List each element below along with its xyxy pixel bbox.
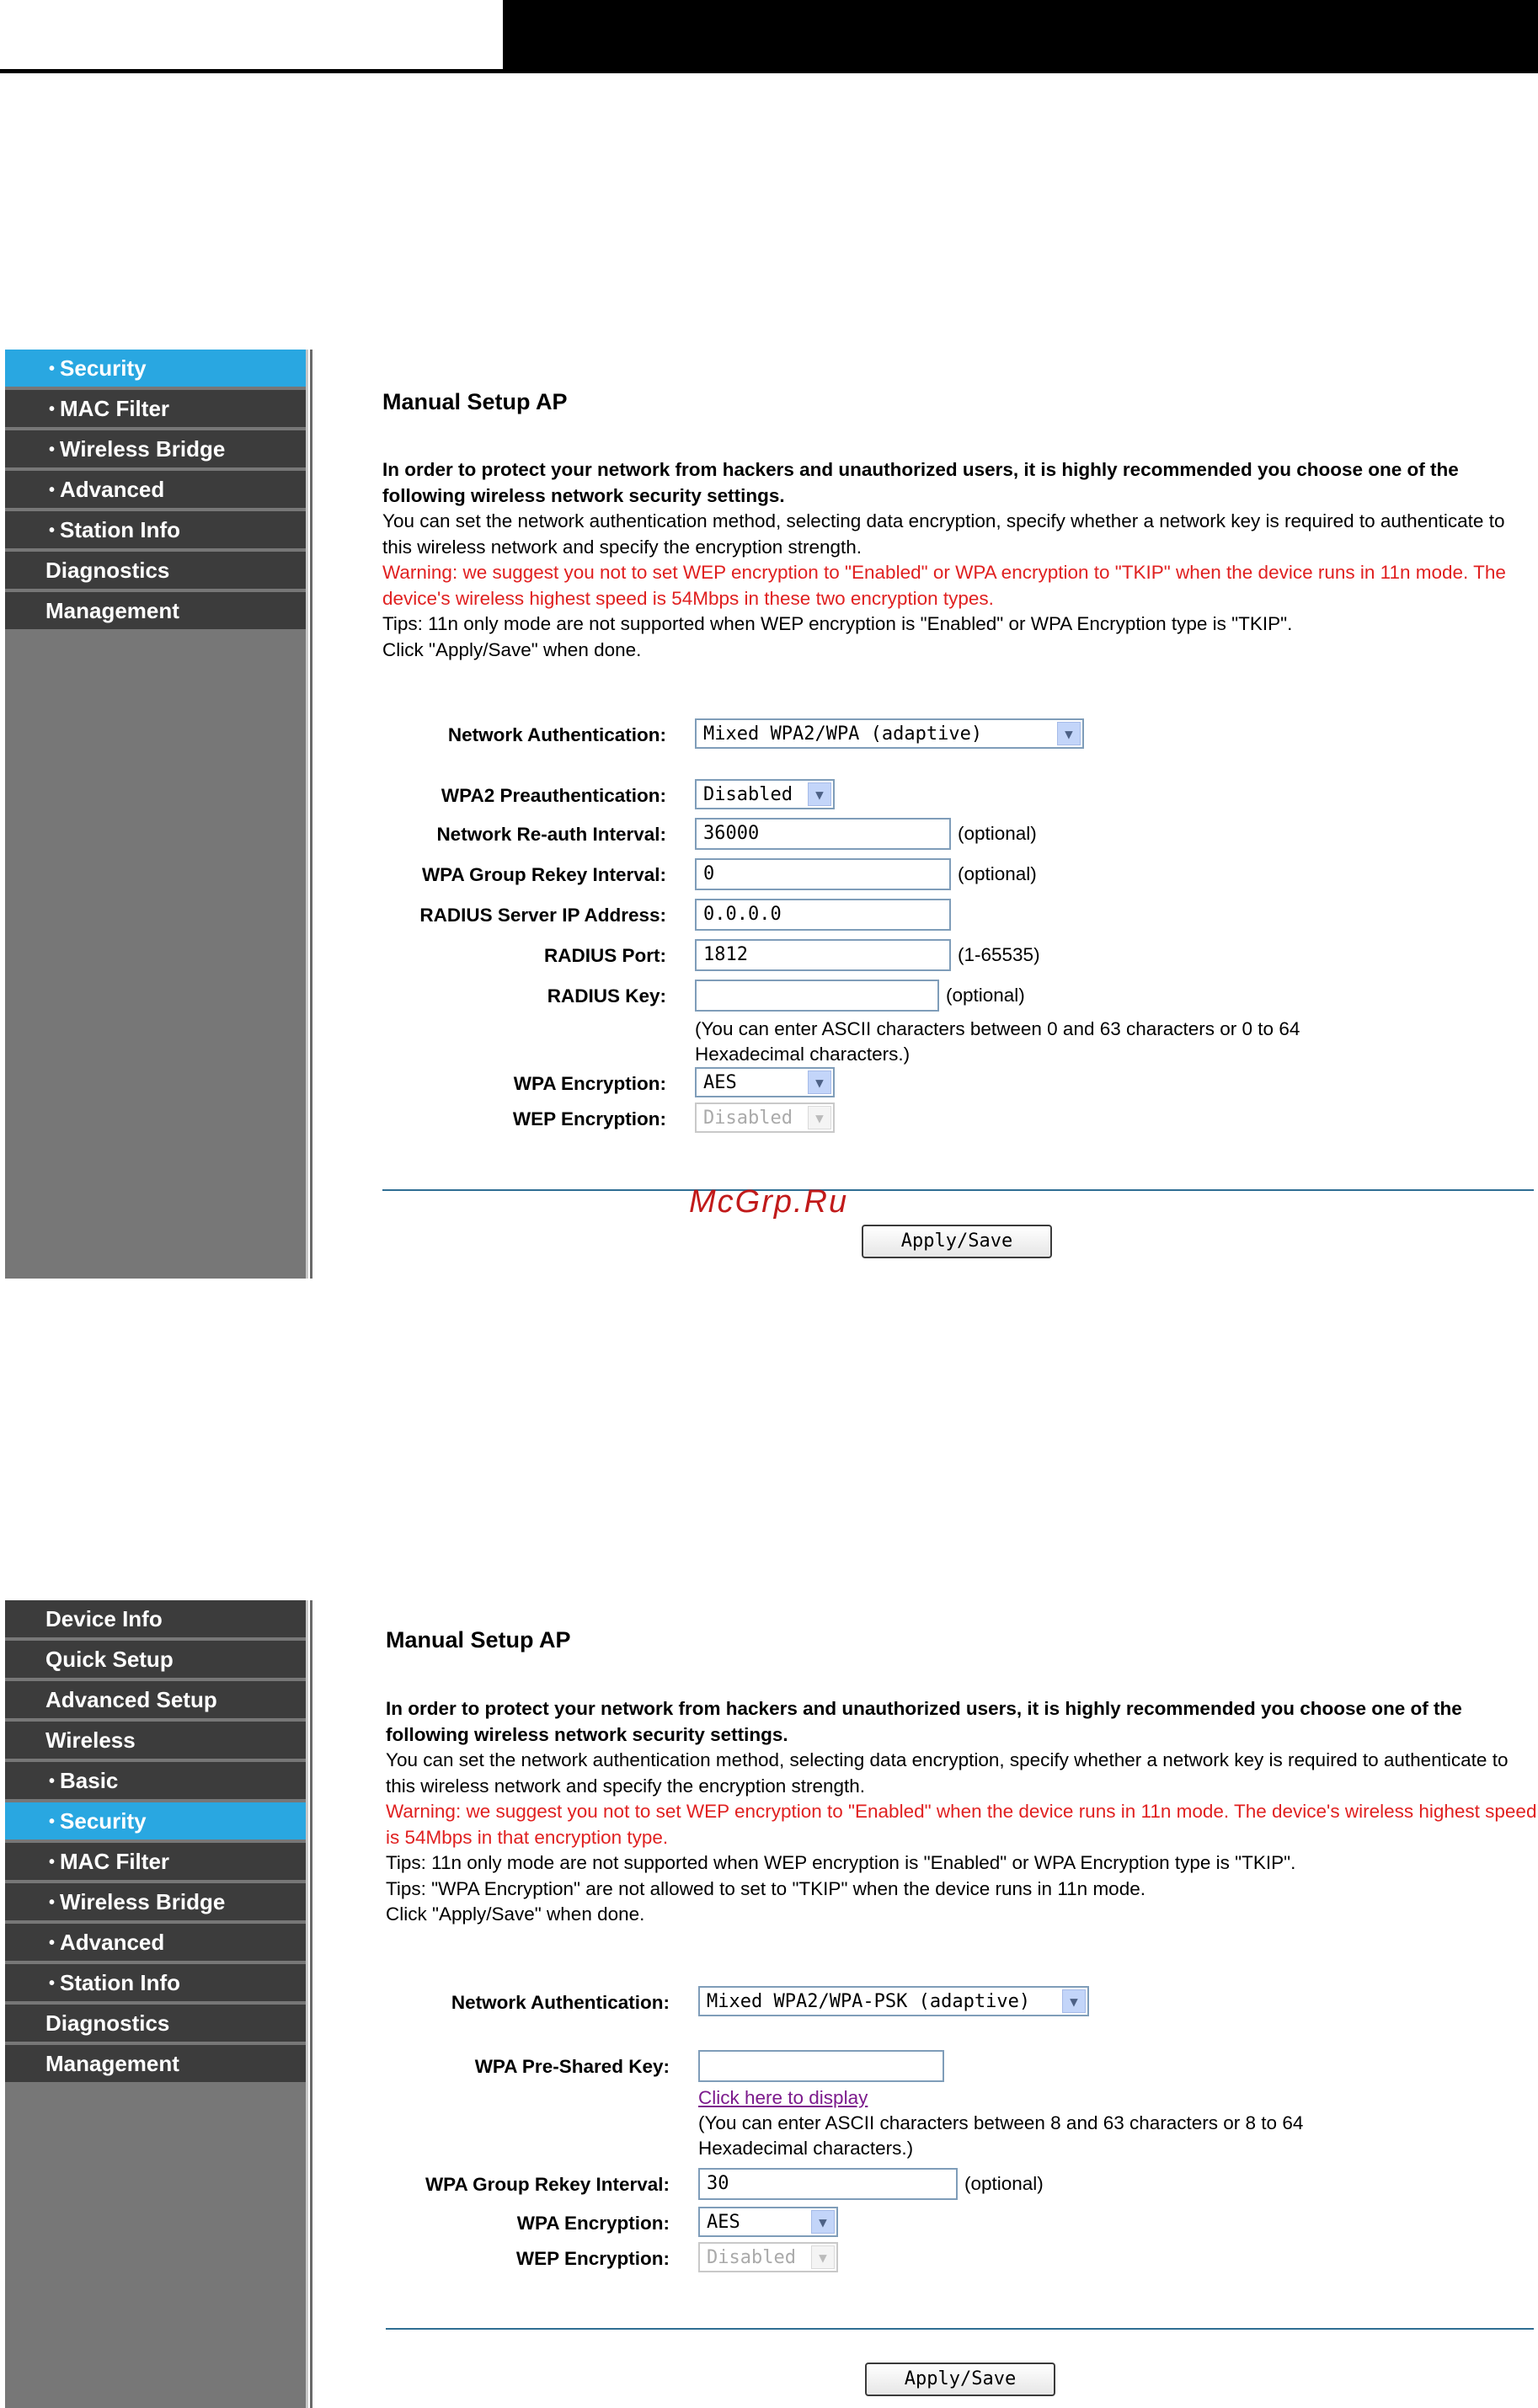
warning-text: Warning: we suggest you not to set WEP encryption to "Enabled" when the device runs in 11n mode. The device's wireless highest speed is 54Mbps in that encryption type. [386, 1801, 1537, 1848]
row-rekey [312, 858, 1534, 892]
sidebar-separator [306, 1600, 312, 2408]
radius-key-input[interactable] [695, 980, 939, 1012]
preauth-label: WPA2 Preauthentication: [441, 785, 666, 806]
intro-text [382, 457, 1536, 663]
radius-ip-label: RADIUS Server IP Address: [419, 905, 666, 926]
intro-text [386, 1696, 1538, 1928]
divider [386, 2328, 1534, 2330]
sidebar-item-management[interactable]: Management [5, 592, 306, 629]
wep-encryption-label: WEP Encryption: [515, 2248, 670, 2269]
tip-line: Tips: 11n only mode are not supported when WEP encryption is "Enabled" or WPA Encryption type is "TKIP". [386, 1852, 1296, 1873]
radius-port-label: RADIUS Port: [544, 945, 666, 966]
sidebar-item-wireless-bridge[interactable]: • Wireless Bridge [5, 1883, 306, 1920]
radius-port-note: (1-65535) [958, 944, 1040, 965]
sidebar-item-management[interactable]: Management [5, 2045, 306, 2082]
reauth-label: Network Re-auth Interval: [436, 824, 666, 845]
sidebar-item-wireless[interactable]: Wireless [5, 1722, 306, 1759]
intro-bold: In order to protect your network from hackers and unauthorized users, it is highly recommended you choose one of the following wireless network security settings. [382, 459, 1459, 506]
radius-key-note: (optional) [946, 985, 1025, 1006]
row-wep-encryption [312, 1103, 1534, 1136]
sidebar-item-basic[interactable]: • Basic [5, 1762, 306, 1799]
header-rule [0, 69, 1538, 73]
main-content [312, 350, 1534, 1279]
key-hint: (You can enter ASCII characters between 0 and 63 characters or 0 to 64 Hexadecimal characters.) [695, 1018, 1300, 1065]
row-network-auth [316, 1986, 1537, 2020]
row-wpa-encryption [316, 2207, 1537, 2240]
warning-text: Warning: we suggest you not to set WEP encryption to "Enabled" or WPA encryption to "TKIP" when the device runs in 11n mode. The device's wireless highest speed is 54Mbps in these two encryption types. [382, 562, 1506, 609]
reauth-note: (optional) [958, 823, 1037, 844]
sidebar-item-advanced-setup[interactable]: Advanced Setup [5, 1681, 306, 1718]
sidebar-item-advanced[interactable]: • Advanced [5, 471, 306, 508]
row-radius-ip [312, 899, 1534, 932]
chevron-down-icon: ▼ [811, 2210, 835, 2234]
preauth-select[interactable]: Disabled ▼ [695, 779, 835, 809]
chevron-down-icon: ▼ [808, 782, 831, 806]
sidebar-item-wireless-bridge[interactable]: • Wireless Bridge [5, 430, 306, 467]
watermark: McGrp.Ru [689, 1184, 849, 1220]
network-auth-select[interactable]: Mixed WPA2/WPA (adaptive) ▼ [695, 718, 1084, 749]
rekey-label: WPA Group Rekey Interval: [425, 2174, 670, 2195]
sidebar-item-device-info[interactable]: Device Info [5, 1600, 306, 1637]
screenshot-panel-psk [5, 1600, 1537, 2408]
row-psk [316, 2050, 1537, 2084]
sidebar-menu [5, 1600, 306, 2082]
tip-line: Click "Apply/Save" when done. [386, 1903, 645, 1925]
key-hint: (You can enter ASCII characters between 8 and 63 characters or 8 to 64 Hexadecimal characters.) [698, 2112, 1304, 2159]
rekey-input[interactable]: 30 [698, 2168, 958, 2200]
chevron-down-icon: ▼ [1062, 1989, 1086, 2013]
sidebar-item-advanced[interactable]: • Advanced [5, 1924, 306, 1961]
chevron-down-icon: ▼ [811, 2245, 835, 2269]
radius-key-label: RADIUS Key: [547, 985, 666, 1006]
main-content [312, 1600, 1537, 2408]
chevron-down-icon: ▼ [808, 1106, 831, 1129]
row-rekey [316, 2168, 1537, 2202]
network-auth-label: Network Authentication: [447, 724, 666, 745]
sidebar-item-diagnostics[interactable]: Diagnostics [5, 2005, 306, 2042]
screenshot-panel-radius [5, 350, 1534, 1279]
row-wep-encryption [316, 2242, 1537, 2276]
header-black-band [503, 0, 1538, 69]
rekey-note: (optional) [964, 2173, 1044, 2194]
network-auth-select[interactable]: Mixed WPA2/WPA-PSK (adaptive) ▼ [698, 1986, 1089, 2016]
wpa-encryption-label: WPA Encryption: [513, 1073, 666, 1094]
row-network-auth [312, 718, 1534, 752]
row-reauth [312, 818, 1534, 852]
apply-save-button[interactable]: Apply/Save [865, 2363, 1055, 2396]
wpa-encryption-select[interactable]: AES ▼ [695, 1067, 835, 1097]
sidebar-item-quick-setup[interactable]: Quick Setup [5, 1641, 306, 1678]
reauth-input[interactable]: 36000 [695, 818, 951, 850]
rekey-input[interactable]: 0 [695, 858, 951, 890]
rekey-label: WPA Group Rekey Interval: [421, 864, 666, 885]
sidebar-item-security[interactable]: • Security [5, 350, 306, 387]
sidebar-item-diagnostics[interactable]: Diagnostics [5, 552, 306, 589]
sidebar-separator [306, 350, 312, 1279]
rekey-note: (optional) [958, 863, 1037, 884]
sidebar-item-mac-filter[interactable]: • MAC Filter [5, 390, 306, 427]
sidebar [5, 1600, 306, 2408]
divider [382, 1189, 1534, 1191]
wep-encryption-select[interactable]: Disabled ▼ [698, 2242, 838, 2272]
psk-label: WPA Pre-Shared Key: [474, 2056, 670, 2077]
page-title: Manual Setup AP [386, 1627, 571, 1652]
apply-save-button[interactable]: Apply/Save [862, 1225, 1052, 1258]
wpa-encryption-select[interactable]: AES ▼ [698, 2207, 838, 2237]
page-title: Manual Setup AP [382, 389, 568, 414]
sidebar-item-security[interactable]: • Security [5, 1802, 306, 1839]
click-to-display-link[interactable]: Click here to display [698, 2087, 868, 2108]
row-radius-key [312, 980, 1534, 1013]
sidebar-item-station-info[interactable]: • Station Info [5, 1964, 306, 2001]
tip-line: Tips: 11n only mode are not supported when WEP encryption is "Enabled" or WPA Encryption type is "TKIP". [382, 613, 1293, 634]
tip-line: Tips: "WPA Encryption" are not allowed to set to "TKIP" when the device runs in 11n mode. [386, 1877, 1145, 1899]
intro-description: You can set the network authentication method, selecting data encryption, specify whether a network key is required to authenticate to this wireless network and specify the encryption strength. [382, 510, 1505, 558]
sidebar-item-station-info[interactable]: • Station Info [5, 511, 306, 548]
tip-line: Click "Apply/Save" when done. [382, 638, 642, 660]
wep-encryption-label: WEP Encryption: [512, 1108, 666, 1129]
psk-input[interactable] [698, 2050, 944, 2082]
row-radius-port [312, 939, 1534, 973]
sidebar-menu [5, 350, 306, 629]
chevron-down-icon: ▼ [808, 1071, 831, 1094]
network-auth-label: Network Authentication: [451, 1992, 670, 2013]
sidebar [5, 350, 306, 1279]
chevron-down-icon: ▼ [1057, 722, 1081, 745]
intro-bold: In order to protect your network from hackers and unauthorized users, it is highly recommended you choose one of the following wireless network security settings. [386, 1698, 1462, 1745]
row-preauth [312, 779, 1534, 813]
row-wpa-encryption [312, 1067, 1534, 1101]
wep-encryption-select[interactable]: Disabled ▼ [695, 1103, 835, 1133]
radius-ip-input[interactable]: 0.0.0.0 [695, 899, 951, 931]
intro-description: You can set the network authentication method, selecting data encryption, specify whether a network key is required to authenticate to this wireless network and specify the encryption strength. [386, 1749, 1509, 1797]
radius-port-input[interactable]: 1812 [695, 939, 951, 971]
wpa-encryption-label: WPA Encryption: [516, 2213, 670, 2234]
sidebar-item-mac-filter[interactable]: • MAC Filter [5, 1843, 306, 1880]
